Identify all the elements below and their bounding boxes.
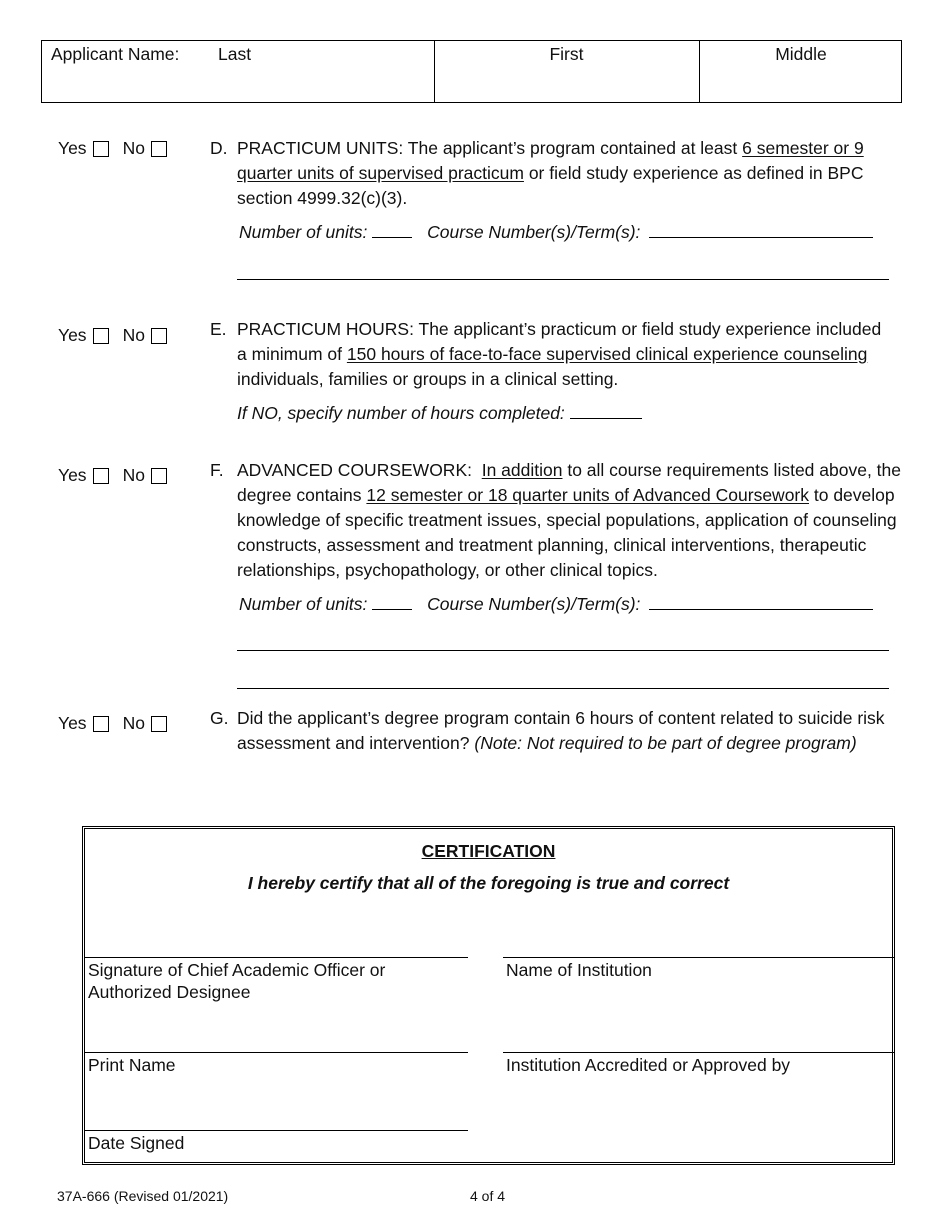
item-d-units-field[interactable] — [372, 223, 412, 238]
item-d-yes-no — [58, 138, 167, 159]
item-d-text — [237, 136, 902, 211]
certification-box — [82, 826, 895, 1165]
item-g-note: (Note: Not required to be part of degree program) — [474, 733, 857, 753]
item-f-yes-checkbox[interactable] — [93, 468, 109, 484]
applicant-name-table — [41, 40, 902, 103]
item-d-letter: D. — [210, 138, 228, 158]
item-e-underlined: 150 hours of face-to-face supervised clinical experience counseling — [346, 344, 868, 364]
item-d-extra-line[interactable] — [237, 279, 889, 280]
first-name-label: First — [549, 44, 584, 64]
applicant-name-label: Applicant Name: — [51, 44, 180, 64]
item-f-course-field[interactable] — [649, 595, 873, 610]
date-signed-label: Date Signed — [88, 1133, 185, 1153]
item-f-underlined-2: 12 semester or 18 quarter units of Advanced Coursework — [366, 485, 809, 505]
item-g-question: Did the applicant’s degree program contain 6 hours of content related to suicide risk assessment and intervention? — [237, 708, 885, 753]
institution-label: Name of Institution — [506, 960, 652, 980]
item-e-yes-checkbox[interactable] — [93, 328, 109, 344]
item-f-text — [237, 458, 902, 583]
item-d-units-row — [239, 222, 873, 243]
certification-statement: I hereby certify that all of the foregoing is true and correct — [247, 873, 730, 893]
item-d-course-label: Course Number(s)/Term(s): — [427, 222, 641, 242]
accredited-line[interactable] — [503, 1052, 895, 1053]
item-d-text-a: The applicant’s program contained at least — [403, 138, 743, 158]
item-e-no-checkbox[interactable] — [151, 328, 167, 344]
item-g-yes-no — [58, 713, 167, 734]
item-f-course-label: Course Number(s)/Term(s): — [427, 594, 641, 614]
item-e-letter: E. — [210, 319, 227, 339]
item-f-underlined-1: In addition — [481, 460, 563, 480]
accredited-label: Institution Accredited or Approved by — [506, 1055, 791, 1075]
item-e-if-no-row — [237, 403, 642, 424]
print-name-line[interactable] — [85, 1052, 468, 1053]
item-e-yes-no — [58, 325, 167, 346]
item-g-text — [237, 706, 887, 756]
first-name-cell[interactable] — [434, 41, 700, 102]
last-name-label: Last — [218, 44, 252, 64]
item-e-hours-field[interactable] — [570, 404, 642, 419]
item-f-text-a: to all course requirements listed above, the degree contains — [237, 460, 901, 505]
yes-label: Yes — [58, 713, 87, 733]
item-e-text-a: The applicant’s practicum or field study experience included a minimum of — [237, 319, 882, 364]
item-e-heading: PRACTICUM HOURS: — [237, 319, 414, 339]
item-g-yes-checkbox[interactable] — [93, 716, 109, 732]
no-label: No — [122, 713, 145, 733]
print-name-label: Print Name — [88, 1055, 176, 1075]
page-number: 4 of 4 — [470, 1188, 506, 1204]
date-line[interactable] — [85, 1130, 468, 1131]
item-e-text — [237, 317, 887, 392]
item-d-yes-checkbox[interactable] — [93, 141, 109, 157]
item-d-course-field[interactable] — [649, 223, 873, 238]
item-f-text-b: to develop knowledge of specific treatment issues, special populations, application of counseling constructs, assessment and treatment planning, clinical interventions, therapeutic relationships, psychopathology, or other clinical topics. — [237, 485, 897, 580]
signature-label: Signature of Chief Academic Officer or Authorized Designee — [88, 960, 386, 1002]
item-f-letter: F. — [210, 460, 224, 480]
yes-label: Yes — [58, 138, 87, 158]
item-f-heading: ADVANCED COURSEWORK: — [237, 460, 472, 480]
certification-title: CERTIFICATION — [421, 841, 556, 861]
yes-label: Yes — [58, 325, 87, 345]
item-e-if-no-label: If NO, specify number of hours completed: — [237, 403, 565, 423]
signature-line[interactable] — [85, 957, 468, 958]
item-d-no-checkbox[interactable] — [151, 141, 167, 157]
item-d-underlined: 6 semester or 9 quarter units of supervised practicum — [237, 138, 864, 183]
item-d-heading: PRACTICUM UNITS: — [237, 138, 404, 158]
item-f-units-row — [239, 594, 873, 615]
form-id: 37A-666 (Revised 01/2021) — [57, 1188, 229, 1204]
institution-line[interactable] — [503, 957, 895, 958]
item-d-units-label: Number of units: — [239, 222, 368, 242]
no-label: No — [122, 465, 145, 485]
middle-name-label: Middle — [775, 44, 827, 64]
no-label: No — [122, 325, 145, 345]
item-f-no-checkbox[interactable] — [151, 468, 167, 484]
item-g-no-checkbox[interactable] — [151, 716, 167, 732]
item-f-yes-no — [58, 465, 167, 486]
yes-label: Yes — [58, 465, 87, 485]
item-d-text-b: or field study experience as defined in BPC section 4999.32(c)(3). — [237, 163, 864, 208]
middle-name-cell[interactable] — [700, 41, 902, 102]
last-name-cell[interactable] — [42, 41, 435, 102]
item-e-text-b: individuals, families or groups in a clinical setting. — [237, 369, 619, 389]
item-f-units-field[interactable] — [372, 595, 412, 610]
no-label: No — [122, 138, 145, 158]
item-f-extra-line-2[interactable] — [237, 688, 889, 689]
item-g-letter: G. — [210, 708, 229, 728]
item-f-units-label: Number of units: — [239, 594, 368, 614]
item-f-extra-line-1[interactable] — [237, 650, 889, 651]
